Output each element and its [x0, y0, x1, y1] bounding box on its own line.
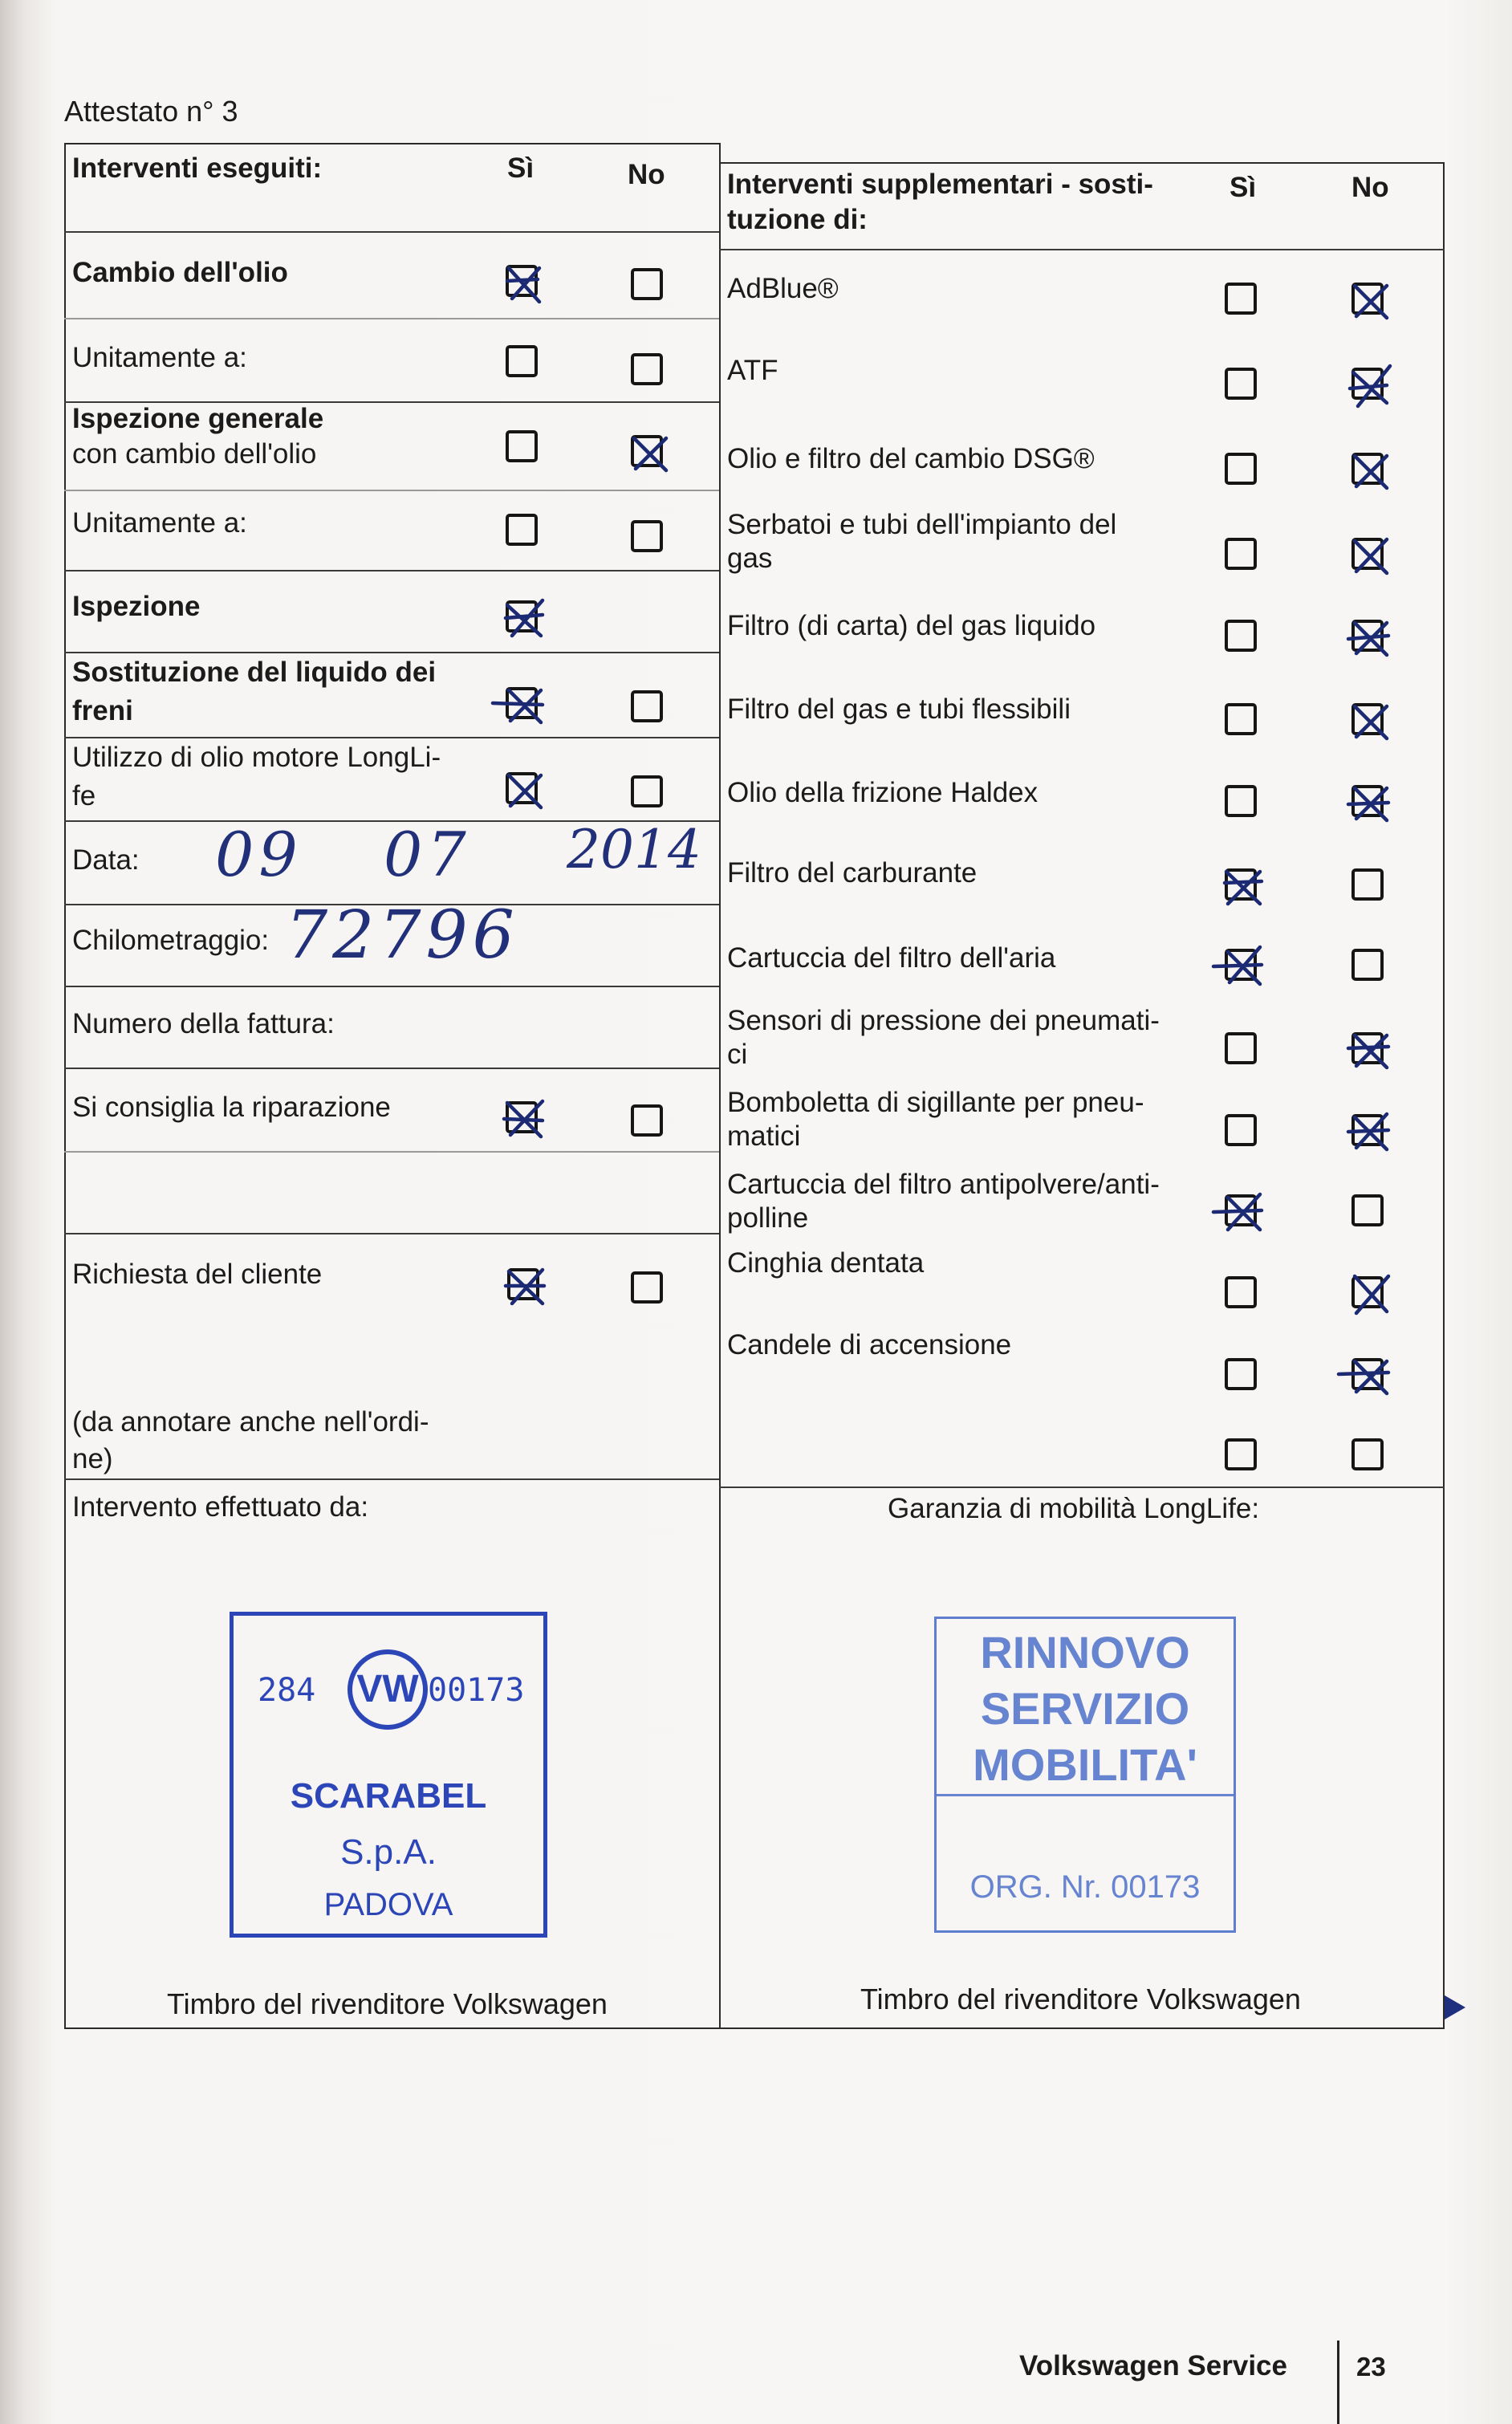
- mobility-stamp: [934, 1617, 1236, 1933]
- checkbox-air-filter-no[interactable]: [1351, 949, 1384, 981]
- label-repair-recommended: Si consiglia la riparazione: [72, 1092, 391, 1123]
- checkbox-gas-tanks-yes[interactable]: [1225, 538, 1257, 570]
- checkbox-pollen-filter-no[interactable]: [1351, 1194, 1384, 1226]
- checkbox-spark-plugs-yes[interactable]: [1225, 1358, 1257, 1390]
- checkbox-sealant-no[interactable]: [1351, 1114, 1384, 1146]
- label-haldex: Olio della frizione Haldex: [727, 777, 1038, 808]
- checkbox-general-inspection-yes[interactable]: [506, 430, 538, 462]
- checkbox-brake-fluid-no[interactable]: [631, 690, 663, 722]
- checkbox-together-1-yes[interactable]: [506, 345, 538, 377]
- vw-logo-icon: VW: [348, 1649, 428, 1730]
- checkbox-atf-no[interactable]: [1351, 368, 1384, 400]
- label-customer-request: Richiesta del cliente: [72, 1259, 323, 1290]
- checkbox-dsg-no[interactable]: [1351, 453, 1384, 485]
- checkbox-spark-plugs-no[interactable]: [1351, 1358, 1384, 1390]
- checkbox-together-2-yes[interactable]: [506, 514, 538, 546]
- left-yes-header: Sì: [507, 153, 534, 184]
- checkbox-together-1-no[interactable]: [631, 353, 663, 385]
- checkbox-gas-tanks-no[interactable]: [1351, 538, 1384, 570]
- checkbox-general-inspection-no[interactable]: [631, 435, 663, 467]
- label-together-with-2: Unitamente a:: [72, 507, 247, 539]
- stamp-line-2: S.p.A.: [340, 1832, 437, 1872]
- checkbox-tpms-no[interactable]: [1351, 1032, 1384, 1064]
- checkbox-extra-no[interactable]: [1351, 1438, 1384, 1470]
- checkbox-oil-change-no[interactable]: [631, 268, 663, 300]
- label-pollen-filter-1: Cartuccia del filtro antipolvere/anti-: [727, 1169, 1160, 1200]
- checkbox-extra-yes[interactable]: [1225, 1438, 1257, 1470]
- label-sealant-2: matici: [727, 1120, 801, 1152]
- label-air-filter: Cartuccia del filtro dell'aria: [727, 942, 1056, 974]
- checkbox-timing-belt-yes[interactable]: [1225, 1276, 1257, 1308]
- checkbox-repair-yes[interactable]: [506, 1101, 538, 1133]
- footer-divider: [1337, 2341, 1339, 2424]
- label-timing-belt: Cinghia dentata: [727, 1247, 925, 1279]
- label-lpg-filter: Filtro (di carta) del gas liquido: [727, 610, 1096, 641]
- label-inspection: Ispezione: [72, 591, 201, 622]
- label-tpms-1: Sensori di pressione dei pneumati-: [727, 1005, 1160, 1036]
- label-mileage: Chilometraggio:: [72, 925, 270, 956]
- checkbox-lpg-filter-no[interactable]: [1351, 620, 1384, 652]
- mobility-stamp-line-1: RINNOVO: [980, 1627, 1190, 1678]
- checkbox-dsg-yes[interactable]: [1225, 453, 1257, 485]
- label-gas-filter: Filtro del gas e tubi flessibili: [727, 693, 1071, 725]
- handwritten-date-month: 07: [384, 819, 471, 890]
- right-yes-header: Sì: [1230, 172, 1257, 203]
- label-atf: ATF: [727, 355, 778, 386]
- checkbox-longlife-oil-no[interactable]: [631, 775, 663, 807]
- mobility-stamp-line-3: MOBILITA': [973, 1739, 1197, 1790]
- checkbox-pollen-filter-yes[interactable]: [1225, 1194, 1257, 1226]
- stamp-right-number: 00173: [428, 1672, 525, 1709]
- label-oil-change: Cambio dell'olio: [72, 257, 288, 288]
- label-brake-fluid-2: freni: [72, 695, 133, 726]
- checkbox-timing-belt-no[interactable]: [1351, 1276, 1384, 1308]
- checkbox-adblue-no[interactable]: [1351, 283, 1384, 315]
- label-pollen-filter-2: polline: [727, 1202, 809, 1234]
- label-dsg: Olio e filtro del cambio DSG®: [727, 443, 1095, 474]
- label-mobility-guarantee: Garanzia di mobilità LongLife:: [888, 1493, 1260, 1524]
- checkbox-inspection-yes[interactable]: [506, 600, 538, 632]
- checkbox-brake-fluid-yes[interactable]: [506, 687, 538, 719]
- checkbox-sealant-yes[interactable]: [1225, 1114, 1257, 1146]
- checkbox-atf-yes[interactable]: [1225, 368, 1257, 400]
- label-longlife-oil-1: Utilizzo di olio motore LongLi-: [72, 742, 441, 773]
- checkbox-haldex-no[interactable]: [1351, 785, 1384, 817]
- stamp-line-3: PADOVA: [323, 1887, 453, 1922]
- stamp-line-1: SCARABEL: [290, 1776, 487, 1816]
- right-col-header-2: tuzione di:: [727, 204, 868, 235]
- label-customer-note-2: ne): [72, 1443, 113, 1474]
- checkbox-oil-change-yes[interactable]: [506, 265, 538, 297]
- checkbox-fuel-filter-no[interactable]: [1351, 868, 1384, 901]
- label-performed-by: Intervento effettuato da:: [72, 1491, 369, 1523]
- checkbox-gas-filter-no[interactable]: [1351, 703, 1384, 735]
- label-longlife-oil-2: fe: [72, 780, 96, 811]
- label-gas-tanks-2: gas: [727, 543, 773, 574]
- label-customer-note-1: (da annotare anche nell'ordi-: [72, 1406, 429, 1438]
- label-invoice-number: Numero della fattura:: [72, 1008, 335, 1039]
- mobility-stamp-divider: [937, 1794, 1234, 1796]
- checkbox-customer-no[interactable]: [631, 1271, 663, 1304]
- label-general-inspection-sub: con cambio dell'olio: [72, 438, 317, 470]
- checkbox-fuel-filter-yes[interactable]: [1225, 868, 1257, 901]
- checkbox-repair-no[interactable]: [631, 1104, 663, 1137]
- mobility-stamp-line-2: SERVIZIO: [980, 1683, 1190, 1734]
- right-stamp-caption: Timbro del rivenditore Volkswagen: [860, 1983, 1301, 2015]
- label-adblue: AdBlue®: [727, 273, 839, 304]
- handwritten-mileage: 72796: [286, 897, 519, 974]
- right-col-header-1: Interventi supplementari - sosti-: [727, 169, 1153, 200]
- checkbox-lpg-filter-yes[interactable]: [1225, 620, 1257, 652]
- label-brake-fluid-1: Sostituzione del liquido dei: [72, 657, 437, 688]
- left-col-header: Interventi eseguiti:: [72, 153, 323, 184]
- checkbox-customer-yes[interactable]: [507, 1268, 539, 1300]
- left-no-header: No: [628, 159, 665, 190]
- checkbox-haldex-yes[interactable]: [1225, 785, 1257, 817]
- label-fuel-filter: Filtro del carburante: [727, 857, 978, 889]
- label-gas-tanks-1: Serbatoi e tubi dell'impianto del: [727, 509, 1117, 540]
- checkbox-gas-filter-yes[interactable]: [1225, 703, 1257, 735]
- handwritten-date-day: 09: [215, 819, 303, 890]
- left-stamp-caption: Timbro del rivenditore Volkswagen: [167, 1987, 608, 2020]
- right-no-header: No: [1351, 172, 1389, 203]
- stamp-left-number: 284: [258, 1672, 316, 1709]
- dealer-stamp: [230, 1612, 547, 1938]
- label-date: Data:: [72, 844, 140, 876]
- mobility-stamp-org: ORG. Nr. 00173: [969, 1869, 1201, 1905]
- checkbox-together-2-no[interactable]: [631, 520, 663, 552]
- page-title: Attestato n° 3: [64, 95, 238, 128]
- label-sealant-1: Bomboletta di sigillante per pneu-: [727, 1087, 1144, 1118]
- label-tpms-2: ci: [727, 1039, 748, 1070]
- label-together-with-1: Unitamente a:: [72, 342, 247, 373]
- checkbox-longlife-oil-yes[interactable]: [506, 772, 538, 804]
- handwritten-date-year: 2014: [567, 819, 701, 881]
- triangle-right-icon[interactable]: [1445, 1995, 1465, 2019]
- checkbox-adblue-yes[interactable]: [1225, 283, 1257, 315]
- footer-brand: Volkswagen Service: [1019, 2350, 1287, 2381]
- label-spark-plugs: Candele di accensione: [727, 1329, 1012, 1360]
- checkbox-air-filter-yes[interactable]: [1225, 949, 1257, 981]
- page-number: 23: [1356, 2352, 1386, 2381]
- checkbox-tpms-yes[interactable]: [1225, 1032, 1257, 1064]
- label-general-inspection: Ispezione generale: [72, 403, 324, 434]
